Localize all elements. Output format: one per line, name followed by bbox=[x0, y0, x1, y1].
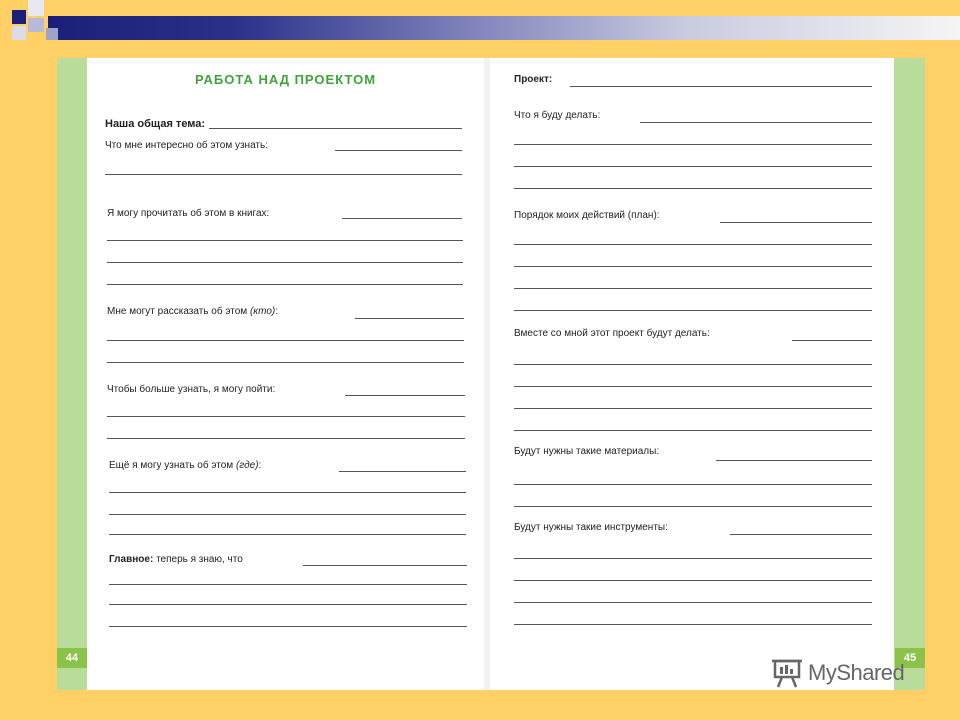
answer-line[interactable] bbox=[303, 565, 467, 566]
answer-line[interactable] bbox=[514, 364, 872, 365]
presentation-board-icon bbox=[770, 658, 804, 688]
answer-line[interactable] bbox=[514, 166, 872, 167]
answer-line[interactable] bbox=[514, 266, 872, 267]
header-band bbox=[48, 16, 960, 40]
answer-line[interactable] bbox=[107, 340, 464, 341]
answer-line[interactable] bbox=[716, 460, 872, 461]
header-square bbox=[12, 10, 26, 24]
tell-label: Мне могут рассказать об этом (кто): bbox=[107, 306, 282, 317]
books-label: Я могу прочитать об этом в книгах: bbox=[107, 208, 273, 219]
answer-line[interactable] bbox=[342, 218, 462, 219]
main-label-text: теперь я знаю, что bbox=[156, 554, 243, 565]
header-square bbox=[28, 0, 44, 16]
where-label-italic: (где) bbox=[235, 460, 259, 471]
answer-line[interactable] bbox=[335, 150, 462, 151]
answer-line[interactable] bbox=[514, 558, 872, 559]
answer-line[interactable] bbox=[730, 534, 872, 535]
answer-line[interactable] bbox=[514, 430, 872, 431]
right-page bbox=[490, 58, 894, 690]
where-label: Ещё я могу узнать об этом (где): bbox=[109, 460, 265, 471]
answer-line[interactable] bbox=[109, 492, 466, 493]
answer-line[interactable] bbox=[514, 244, 872, 245]
answer-line[interactable] bbox=[339, 471, 466, 472]
header-square bbox=[46, 28, 58, 40]
slide-header-decoration bbox=[0, 0, 960, 56]
answer-line[interactable] bbox=[345, 395, 465, 396]
page-number-right: 45 bbox=[895, 648, 925, 668]
answer-line[interactable] bbox=[514, 602, 872, 603]
answer-line[interactable] bbox=[514, 288, 872, 289]
answer-line[interactable] bbox=[514, 310, 872, 311]
answer-line[interactable] bbox=[207, 128, 462, 129]
answer-line[interactable] bbox=[107, 416, 465, 417]
header-square bbox=[28, 18, 44, 32]
answer-line[interactable] bbox=[514, 506, 872, 507]
tell-label-italic: (кто) bbox=[249, 306, 276, 317]
tools-label: Будут нужны такие инструменты: bbox=[514, 522, 672, 533]
myshared-watermark bbox=[770, 656, 930, 690]
page-number-left: 44 bbox=[57, 648, 87, 668]
main-label bbox=[109, 554, 247, 565]
answer-line[interactable] bbox=[720, 222, 872, 223]
with-me-label: Вместе со мной этот проект будут делать: bbox=[514, 328, 714, 339]
answer-line[interactable] bbox=[792, 340, 872, 341]
answer-line[interactable] bbox=[570, 86, 872, 87]
answer-line[interactable] bbox=[105, 174, 462, 175]
answer-line[interactable] bbox=[109, 604, 467, 605]
interest-label: Что мне интересно об этом узнать: bbox=[105, 140, 272, 151]
answer-line[interactable] bbox=[514, 484, 872, 485]
left-page bbox=[87, 58, 484, 690]
answer-line[interactable] bbox=[514, 580, 872, 581]
answer-line[interactable] bbox=[109, 514, 466, 515]
answer-line[interactable] bbox=[355, 318, 464, 319]
answer-line[interactable] bbox=[514, 144, 872, 145]
answer-line[interactable] bbox=[107, 262, 463, 263]
answer-line[interactable] bbox=[514, 386, 872, 387]
answer-line[interactable] bbox=[109, 584, 467, 585]
workbook-spread bbox=[57, 58, 925, 690]
main-label-bold: Главное: bbox=[109, 554, 154, 565]
where-label-text: Ещё я могу узнать об этом bbox=[109, 460, 234, 471]
answer-line[interactable] bbox=[640, 122, 872, 123]
answer-line[interactable] bbox=[107, 284, 463, 285]
materials-label: Будут нужны такие материалы: bbox=[514, 446, 663, 457]
answer-line[interactable] bbox=[109, 626, 467, 627]
will-do-label: Что я буду делать: bbox=[514, 110, 604, 121]
answer-line[interactable] bbox=[109, 534, 466, 535]
header-square bbox=[12, 26, 26, 40]
plan-label: Порядок моих действий (план): bbox=[514, 210, 664, 221]
go-label: Чтобы больше узнать, я могу пойти: bbox=[107, 384, 279, 395]
answer-line[interactable] bbox=[107, 240, 463, 241]
page-title: РАБОТА НАД ПРОЕКТОМ bbox=[194, 72, 377, 87]
watermark-text: MyShared bbox=[808, 660, 905, 685]
answer-line[interactable] bbox=[514, 188, 872, 189]
answer-line[interactable] bbox=[514, 408, 872, 409]
answer-line[interactable] bbox=[107, 438, 465, 439]
answer-line[interactable] bbox=[107, 362, 464, 363]
project-label: Проект: bbox=[514, 74, 556, 85]
tell-label-text: Мне могут рассказать об этом bbox=[107, 306, 248, 317]
answer-line[interactable] bbox=[514, 624, 872, 625]
theme-label: Наша общая тема: bbox=[105, 118, 209, 130]
